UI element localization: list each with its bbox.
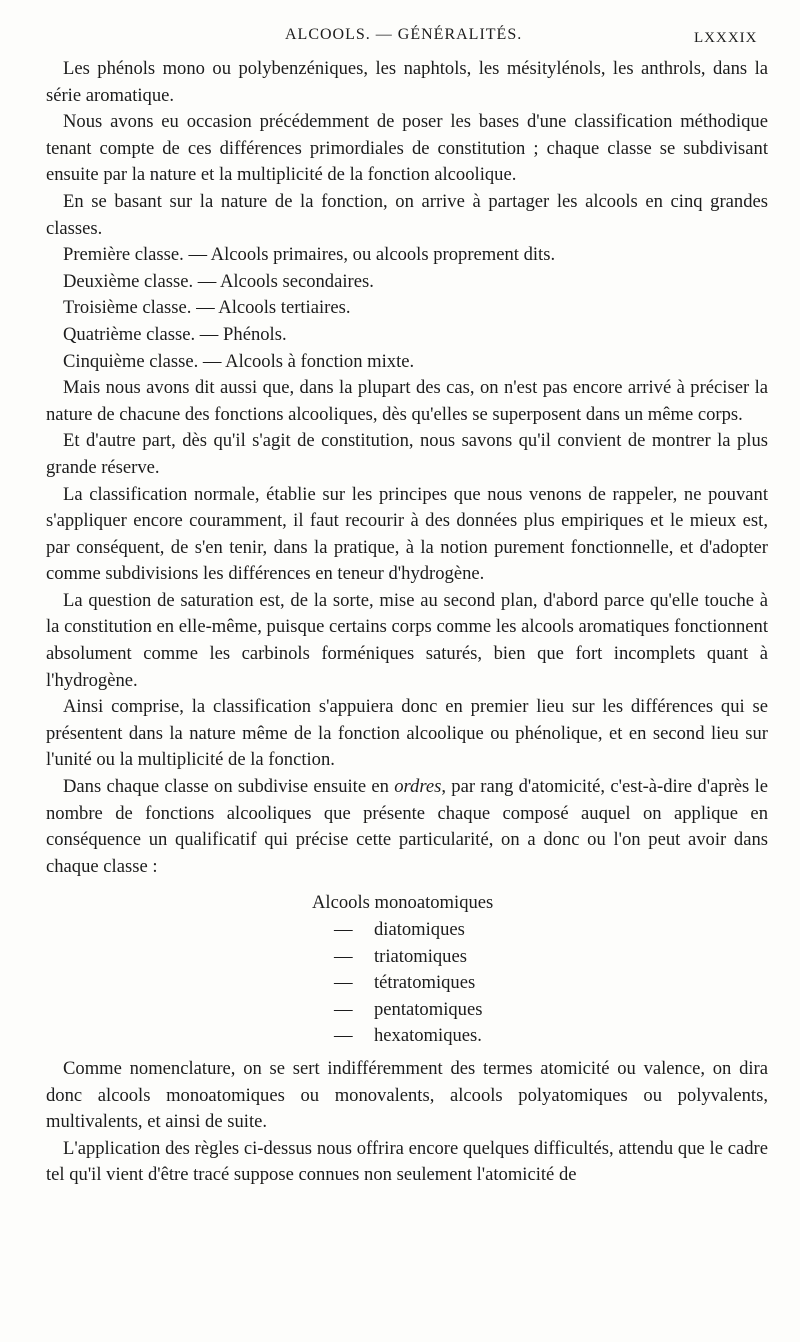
paragraph: Et d'autre part, dès qu'il s'agit de constitution, nous savons qu'il convient de montrer la plus grande réserve. — [46, 430, 768, 478]
running-head-title: ALCOOLS. — GÉNÉRALITÉS. — [285, 26, 523, 43]
class-item: Cinquième classe. — Alcools à fonction mixte. — [63, 350, 415, 372]
orders-list-first: Alcools monoatomiques — [312, 892, 494, 914]
orders-list-label: diatomiques — [374, 919, 465, 940]
class-item: Quatrième classe. — Phénols. — [63, 323, 287, 345]
text-span: Dans chaque classe on subdivise ensuite en — [63, 776, 395, 798]
dash: — — [334, 945, 353, 967]
class-item: Troisième classe. — Alcools tertiaires. — [63, 297, 351, 319]
class-item: Première classe. — Alcools primaires, ou alcools proprement dits. — [63, 244, 556, 266]
paragraph: Les phénols mono ou polybenzéniques, les naphtols, les mésitylénols, les anthrols, dans la série aromatique. — [46, 58, 768, 106]
orders-list-label: triatomiques — [374, 945, 467, 967]
text-span: , par rang d'atomicité, c'est-à-dire d'après le nombre de fonctions alcooliques que présente chaque composé auquel on applique en conséquence un qualificatif qui précise cette particularité, on a donc ou l'on peut avoir dans chaque classe : — [46, 776, 768, 877]
paragraph: Mais nous avons dit aussi que, dans la plupart des cas, on n'est pas encore arrivé à préciser la nature de chacune des fonctions alcooliques, dès qu'elles se superposent dans un même corps. — [46, 377, 768, 425]
orders-list-label: hexatomiques. — [374, 1025, 482, 1047]
orders-list — [46, 890, 768, 1050]
paragraph: Nous avons eu occasion précédemment de poser les bases d'une classification méthodique tenant compte de ces différences primordiales de constitution ; chaque classe se subdivisant ensuite par la nature et la multiplicité de la fonction alcoolique. — [46, 111, 768, 186]
class-item: Deuxième classe. — Alcools secondaires. — [63, 270, 374, 292]
orders-list-item — [312, 970, 768, 997]
emphasis-ordres: ordres — [394, 776, 442, 798]
page-number: LXXXIX — [694, 30, 758, 46]
orders-list-item — [312, 1023, 768, 1050]
paragraph: En se basant sur la nature de la fonction, on arrive à partager les alcools en cinq grandes classes. — [46, 190, 768, 239]
paragraph: La classification normale, établie sur les principes que nous venons de rappeler, ne pouvant s'appliquer encore couramment, il faut recourir à des données plus empiriques et le mieux est, par conséquent, de s'en tenir, dans la pratique, à la notion purement fonctionnelle, et d'adopter comme subdivisions les différences en teneur d'hydrogène. — [46, 483, 768, 585]
orders-list-label: pentatomiques — [374, 998, 483, 1020]
paragraph-orders — [46, 774, 768, 880]
body-text — [46, 56, 768, 1189]
dash: — — [334, 998, 353, 1020]
orders-list-item — [312, 917, 768, 944]
orders-list-item — [312, 997, 768, 1024]
paragraph: L'application des règles ci-dessus nous offrira encore quelques difficultés, attendu que le cadre tel qu'il vient d'être tracé suppose connues non seulement l'atomicité de — [46, 1137, 768, 1186]
running-head — [0, 26, 800, 50]
paragraph: Comme nomenclature, on se sert indifféremment des termes atomicité ou valence, on dira donc alcools monoatomiques ou monovalents, alcools polyatomiques ou polyvalents, multivalents, et ainsi de suite. — [46, 1057, 768, 1133]
orders-list-item — [312, 944, 768, 971]
paragraph: Ainsi comprise, la classification s'appuiera donc en premier lieu sur les différences qui se présentent dans la nature même de la fonction alcoolique ou phénolique, et en second lieu sur l'unité ou la multiplicité de la fonction. — [46, 696, 768, 771]
orders-list-label: tétratomiques — [374, 972, 476, 994]
dash: — — [334, 972, 353, 994]
dash: — — [334, 919, 353, 940]
dash: — — [334, 1025, 353, 1047]
paragraph: La question de saturation est, de la sorte, mise au second plan, d'abord parce qu'elle touche à la constitution en elle-même, puisque certains corps comme les alcools aromatiques fonctionnent absolument comme les carbinols forméniques saturés, bien que fort incomplets quant à l'hydrogène. — [46, 589, 768, 691]
